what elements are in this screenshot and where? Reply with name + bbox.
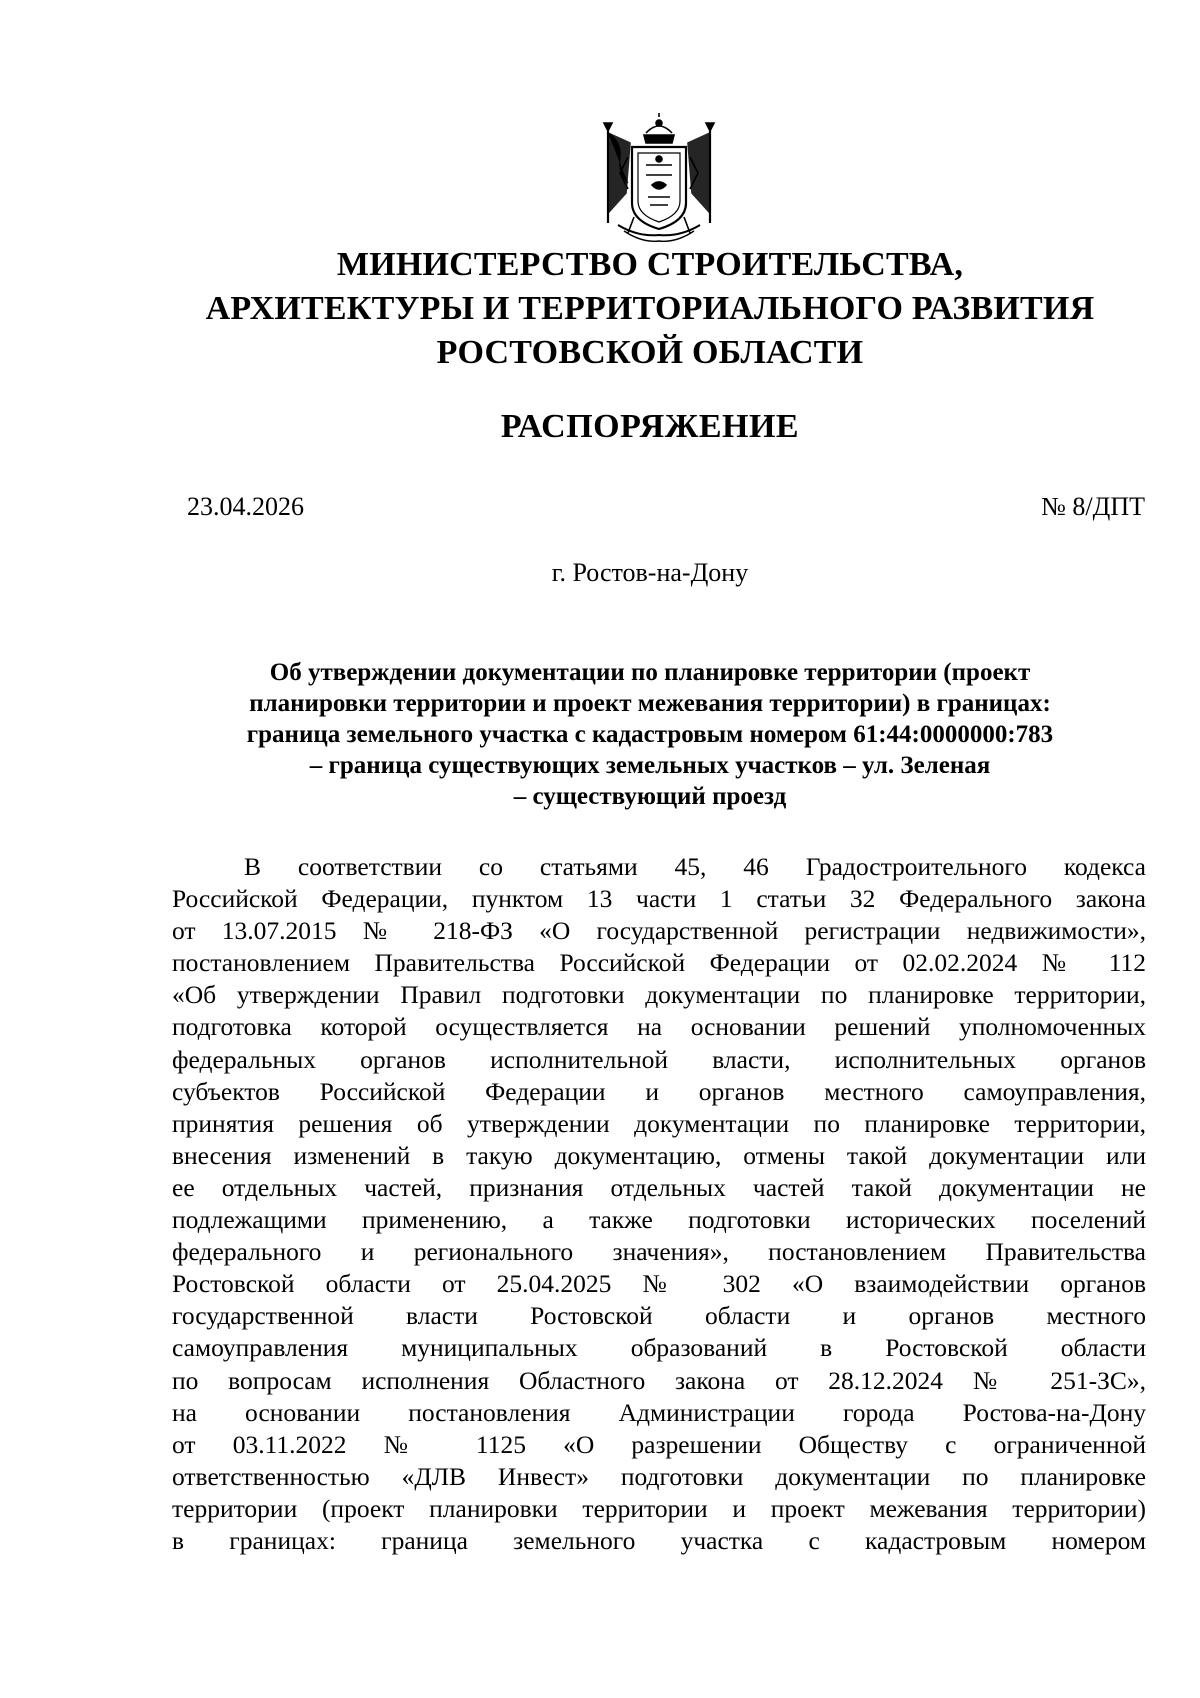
- subject-line: – существующий проезд: [513, 783, 787, 810]
- ministry-title-line: МИНИСТЕРСТВО СТРОИТЕЛЬСТВА,: [336, 246, 964, 283]
- body-line: внесения изменений в такую документацию, отмены такой документации или: [172, 1140, 1146, 1170]
- body-line: принятия решения об утверждении документации по планировке территории,: [172, 1108, 1146, 1138]
- body-line: ее отдельных частей, признания отдельных частей такой документации не: [172, 1172, 1146, 1202]
- body-line: федерального и регионального значения», постановлением Правительства: [172, 1237, 1146, 1267]
- body-line: постановлением Правительства Российской Федерации от 02.02.2024 № 112: [172, 948, 1146, 978]
- body-line: федеральных органов исполнительной власти, исполнительных органов: [172, 1044, 1146, 1074]
- rostov-oblast-coat-of-arms-icon: [598, 113, 720, 245]
- body-line: по вопросам исполнения Областного закона от 28.12.2024 № 251-ЗС»,: [172, 1365, 1146, 1395]
- subject-line: планировки территории и проект межевания территории) в границах:: [249, 690, 1051, 717]
- body-line: государственной власти Ростовской области и органов местного: [172, 1301, 1146, 1331]
- subject-line: граница земельного участка с кадастровым номером 61:44:0000000:783: [246, 721, 1054, 748]
- body-line: на основании постановления Администрации города Ростова-на-Дону: [172, 1397, 1146, 1427]
- body-line: ответственностью «ДЛВ Инвест» подготовки документации по планировке: [172, 1461, 1146, 1491]
- ministry-title: [150, 243, 1150, 375]
- body-line: от 13.07.2015 № 218-ФЗ «О государственной регистрации недвижимости»,: [172, 916, 1146, 946]
- body-line: территории (проект планировки территории и проект межевания территории): [172, 1493, 1146, 1523]
- ministry-title-line: АРХИТЕКТУРЫ И ТЕРРИТОРИАЛЬНОГО РАЗВИТИЯ: [205, 290, 1095, 327]
- document-city: г. Ростов-на-Дону: [551, 558, 749, 587]
- body-line: «Об утверждении Правил подготовки документации по планировке территории,: [172, 980, 1146, 1010]
- body-line: Российской Федерации, пунктом 13 части 1 статьи 32 Федерального закона: [172, 884, 1146, 914]
- document-body: [172, 851, 1146, 1557]
- body-line: В соответствии со статьями 45, 46 Градостроительного кодекса: [244, 852, 1146, 881]
- document-type-heading: РАСПОРЯЖЕНИЕ: [500, 408, 800, 445]
- subject-line: – граница существующих земельных участков – ул. Зеленая: [309, 752, 991, 779]
- document-number: № 8/ДПТ: [1041, 492, 1145, 521]
- document-date: 23.04.2026: [187, 492, 304, 521]
- ministry-title-line: РОСТОВСКОЙ ОБЛАСТИ: [436, 334, 864, 371]
- body-line: от 03.11.2022 № 1125 «О разрешении Обществу с ограниченной: [172, 1429, 1146, 1459]
- body-line: Ростовской области от 25.04.2025 № 302 «О взаимодействии органов: [172, 1269, 1146, 1299]
- subject-line: Об утверждении документации по планировке территории (проект: [269, 659, 1031, 686]
- body-line: подготовка которой осуществляется на основании решений уполномоченных: [172, 1012, 1146, 1042]
- body-line: подлежащими применению, а также подготовки исторических поселений: [172, 1205, 1146, 1235]
- body-line: субъектов Российской Федерации и органов местного самоуправления,: [172, 1076, 1146, 1106]
- document-subject: [150, 657, 1150, 812]
- body-line: самоуправления муниципальных образований в Ростовской области: [172, 1333, 1146, 1363]
- body-line: в границах: граница земельного участка с кадастровым номером: [172, 1525, 1146, 1555]
